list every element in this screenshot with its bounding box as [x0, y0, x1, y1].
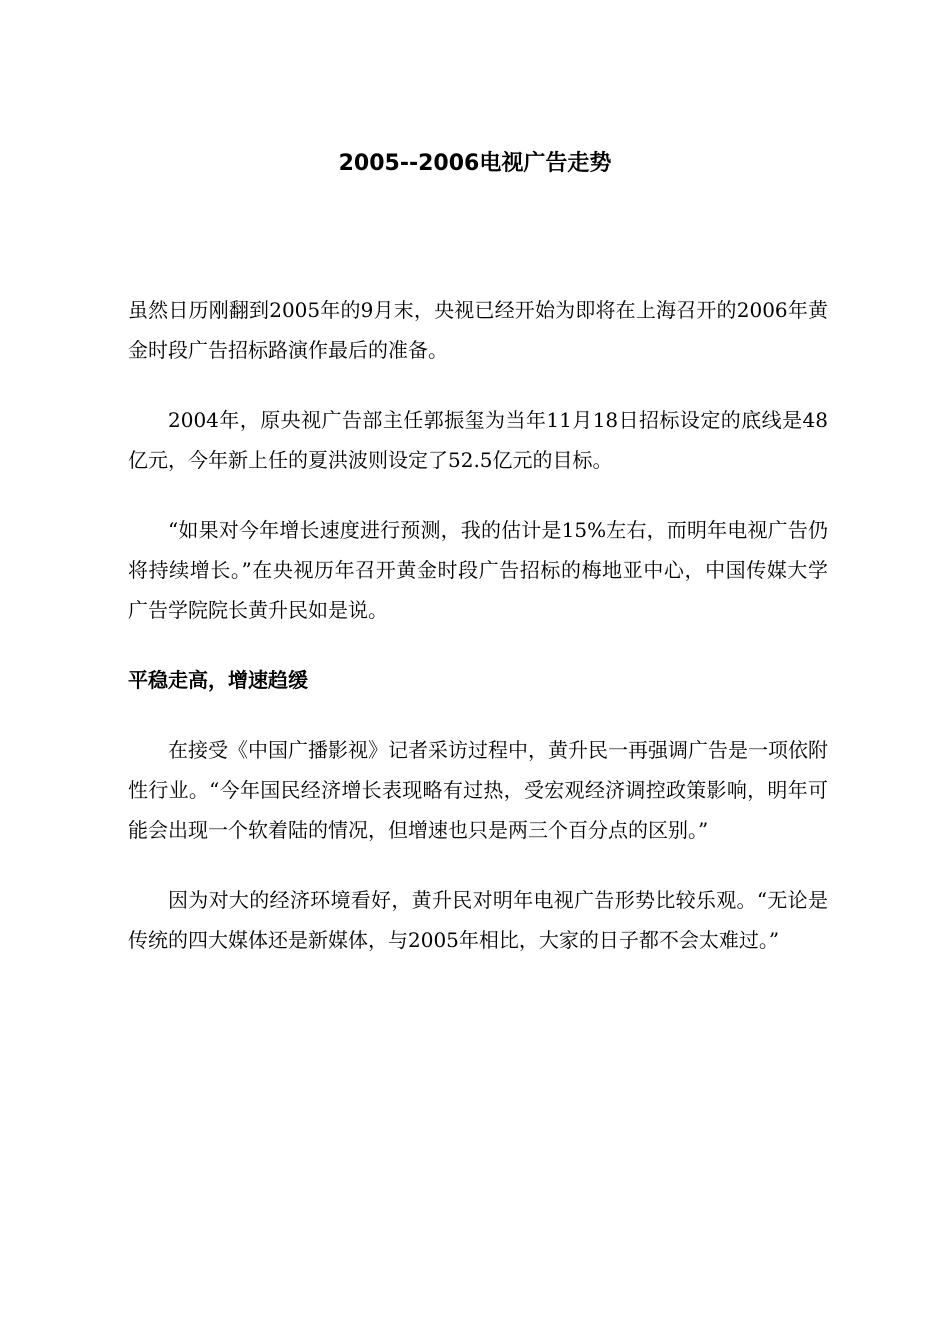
document-body — [128, 290, 828, 990]
paragraph-section-1: 在接受《中国广播影视》记者采访过程中，黄升民一再强调广告是一项依附性行业。“今年国民经济增长表现略有过热，受宏观经济调控政策影响，明年可能会出现一个软着陆的情况，但增速也只是两三个百分点的区别。” — [128, 738, 828, 842]
paragraph-quote: “如果对今年增长速度进行预测，我的估计是15%左右，而明年电视广告仍将持续增长。”在央视历年召开黄金时段广告招标的梅地亚中心，中国传媒大学广告学院院长黄升民如是说。 — [128, 518, 828, 622]
paragraph-target: 2004年，原央视广告部主任郭振玺为当年11月18日招标设定的底线是48亿元，今年新上任的夏洪波则设定了52.5亿元的目标。 — [128, 408, 828, 472]
document-title: 2005--2006电视广告走势 — [338, 151, 612, 176]
paragraph-section-2: 因为对大的经济环境看好，黄升民对明年电视广告形势比较乐观。“无论是传统的四大媒体还是新媒体，与2005年相比，大家的日子都不会太难过。” — [128, 888, 828, 952]
paragraph-intro: 虽然日历刚翻到2005年的9月末，央视已经开始为即将在上海召开的2006年黄金时段广告招标路演作最后的准备。 — [128, 298, 828, 362]
section-heading: 平稳走高，增速趋缓 — [128, 668, 308, 692]
